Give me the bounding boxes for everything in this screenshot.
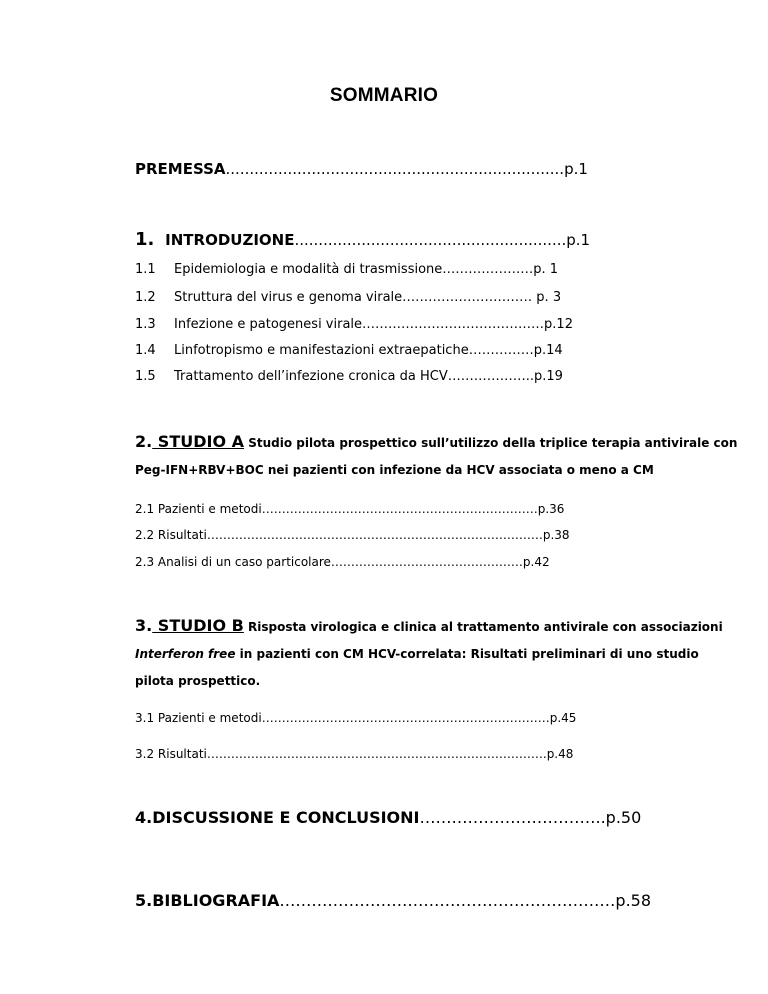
toc-page: p.38 [542, 528, 570, 542]
toc-entry-premessa[interactable] [135, 160, 588, 178]
toc-leader: ……………………………………………………………… [261, 711, 550, 725]
toc-subentry-number: 1.3 [135, 317, 156, 332]
toc-page: p.1 [564, 160, 588, 178]
toc-subentry-text: Epidemiologia e modalità di trasmissione [174, 262, 443, 277]
toc-page: p.58 [615, 891, 652, 910]
toc-entry-label: 5.BIBLIOGRAFIA [135, 891, 280, 910]
toc-subentry[interactable] [135, 343, 563, 358]
toc-leader: ……………………………………………………… [279, 891, 616, 910]
toc-leader: …………… [468, 343, 534, 358]
toc-subentry-number: 1.1 [135, 262, 156, 277]
toc-leader: ………………………… [402, 290, 533, 305]
toc-entry-label: 4.DISCUSSIONE E CONCLUSIONI [135, 808, 420, 827]
toc-subentry-text: 3.2 Risultati [135, 747, 207, 761]
toc-entry-discussione[interactable] [135, 808, 641, 827]
toc-page: p.50 [605, 808, 642, 827]
toc-subentry-text: 3.1 Pazienti e metodi [135, 711, 262, 725]
toc-leader: …………………………………………………………… [261, 502, 538, 516]
toc-leader: ......................................................... [294, 231, 567, 249]
toc-leader: ....................................................................... [225, 160, 565, 178]
toc-subentry-text: 2.1 Pazienti e metodi [135, 502, 262, 516]
toc-subentry[interactable] [135, 290, 561, 305]
toc-entry-introduzione[interactable] [135, 229, 590, 250]
toc-page: p.19 [534, 369, 563, 384]
toc-page: p.42 [522, 555, 550, 569]
toc-subentry[interactable] [135, 502, 564, 516]
toc-entry-italic-term: Interferon free [135, 647, 236, 661]
toc-entry-label: STUDIO A [152, 432, 245, 451]
toc-entry-description: Risposta virologica e clinica al trattamento antivirale con associazioni [248, 620, 723, 634]
toc-entry-studio-a[interactable] [135, 432, 737, 451]
toc-entry-studio-b[interactable] [135, 616, 723, 635]
toc-entry-description-cont [135, 647, 699, 661]
toc-entry-number: 1. [135, 229, 155, 250]
toc-entry-description-text: in pazienti con CM HCV-correlata: Risultati preliminari di uno studio [235, 647, 699, 661]
toc-page: p.12 [544, 317, 573, 332]
toc-leader: …………………………………………………………………………. [206, 747, 547, 761]
page-title: SOMMARIO [329, 85, 439, 106]
toc-subentry[interactable] [135, 262, 558, 277]
toc-page: p.1 [566, 231, 591, 249]
toc-page: p. 3 [532, 290, 562, 305]
toc-entry-description-cont: Peg-IFN+RBV+BOC nei pazienti con infezione da HCV associata o meno a CM [135, 463, 654, 477]
toc-subentry[interactable] [135, 369, 563, 384]
toc-leader: ………………………………………… [330, 555, 523, 569]
toc-entry-label: INTRODUZIONE [165, 231, 295, 249]
toc-leader: …………………………….. [419, 808, 606, 827]
toc-subentry[interactable] [135, 747, 573, 761]
toc-subentry-text: 2.3 Analisi di un caso particolare [135, 555, 331, 569]
toc-subentry-number: 1.4 [135, 343, 156, 358]
toc-page: p.48 [546, 747, 574, 761]
toc-leader: ………………… [442, 262, 534, 277]
toc-subentry[interactable] [135, 528, 570, 542]
toc-entry-description: Studio pilota prospettico sull’utilizzo della triplice terapia antivirale con [248, 436, 738, 450]
toc-subentry-text: 2.2 Risultati [135, 528, 207, 542]
toc-leader: …………………………………… [362, 317, 545, 332]
toc-subentry[interactable] [135, 317, 573, 332]
toc-subentry-text: Struttura del virus e genoma virale [174, 290, 403, 305]
toc-entry-label: PREMESSA [135, 160, 226, 178]
toc-entry-bibliografia[interactable] [135, 891, 651, 910]
toc-subentry-text: Infezione e patogenesi virale [174, 317, 363, 332]
toc-subentry-text: Linfotropismo e manifestazioni extraepatiche [174, 343, 469, 358]
toc-page: p. 1 [533, 262, 559, 277]
toc-subentry-number: 1.2 [135, 290, 156, 305]
toc-page: p.36 [537, 502, 565, 516]
toc-leader: ………………………………………………………………………… [206, 528, 543, 542]
toc-entry-number: 3. [135, 616, 153, 635]
toc-entry-description-cont: pilota prospettico. [135, 674, 261, 688]
toc-page: p.45 [549, 711, 577, 725]
toc-subentry[interactable] [135, 555, 550, 569]
toc-subentry-number: 1.5 [135, 369, 156, 384]
toc-leader: ……………….. [447, 369, 534, 384]
toc-page: p.14 [533, 343, 563, 358]
toc-subentry-text: Trattamento dell’infezione cronica da HCV [174, 369, 448, 384]
toc-entry-number: 2. [135, 432, 153, 451]
toc-entry-label: STUDIO B [152, 616, 244, 635]
toc-subentry[interactable] [135, 711, 576, 725]
